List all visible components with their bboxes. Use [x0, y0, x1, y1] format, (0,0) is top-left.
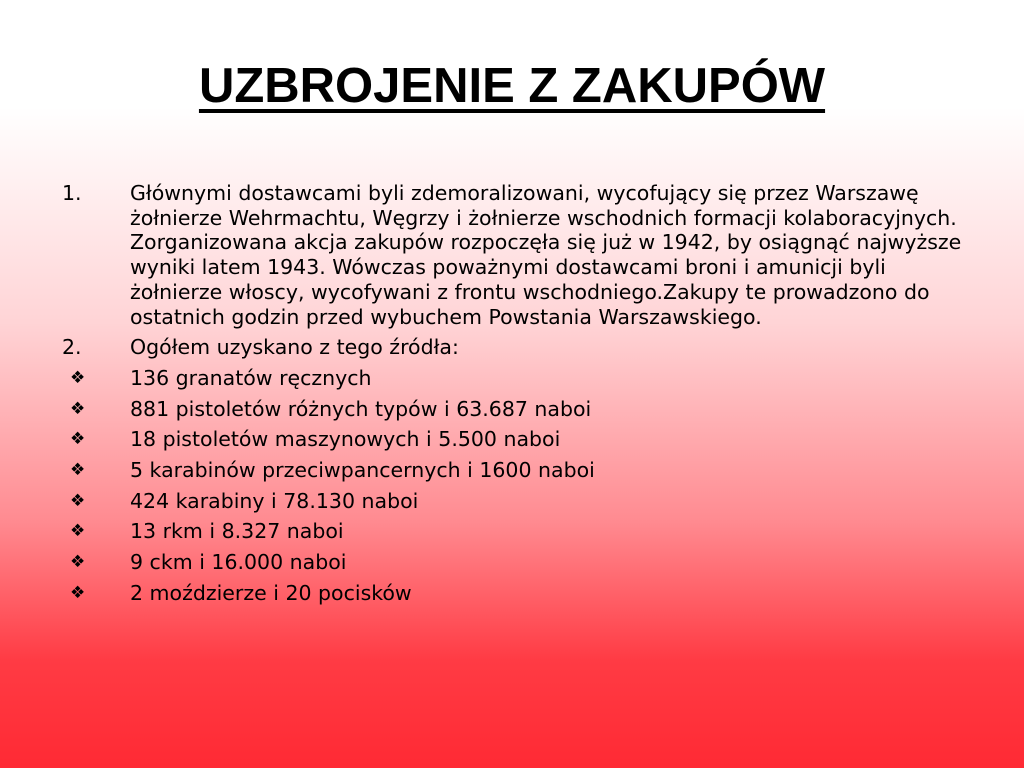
diamond-bullet-icon: ❖ — [70, 552, 86, 573]
item-text: 5 karabinów przeciwpancernych i 1600 naboi — [130, 458, 595, 483]
diamond-bullet-icon: ❖ — [70, 460, 86, 481]
slide-title — [0, 59, 1024, 113]
list-number: 2. — [62, 335, 82, 360]
slide-title-text: UZBROJENIE Z ZAKUPÓW — [198, 59, 826, 113]
bullet-item — [62, 519, 962, 544]
bullet-item — [62, 427, 962, 452]
bullet-item — [62, 366, 962, 391]
bullet-item — [62, 581, 962, 606]
diamond-bullet-icon: ❖ — [70, 490, 86, 511]
list-number: 1. — [62, 181, 82, 205]
numbered-item — [62, 181, 962, 329]
bullet-item — [62, 550, 962, 575]
item-text: Ogółem uzyskano z tego źródła: — [130, 335, 459, 360]
item-text: 2 moździerze i 20 pocisków — [130, 580, 412, 605]
slide-body — [62, 181, 962, 612]
bullet-item — [62, 489, 962, 514]
diamond-bullet-icon: ❖ — [70, 429, 86, 450]
diamond-bullet-icon: ❖ — [70, 521, 86, 542]
item-text: Głównymi dostawcami byli zdemoralizowani, wycofujący się przez Warszawę żołnierze Wehrmachtu, Węgrzy i żołnierze wschodnich formacji kolaboracyjnych. Zorganizowana akcja zakupów rozpoczęła się już w 1942, by osiągnąć najwyższe wyniki latem 1943. Wówczas poważnymi dostawcami broni i amunicji byli żołnierze włoscy, wycofywani z frontu wschodniego.Zakupy te prowadzono do ostatnich godzin przed wybuchem Powstania Warszawskiego. — [130, 181, 962, 329]
item-text: 9 ckm i 16.000 naboi — [130, 550, 347, 575]
diamond-bullet-icon: ❖ — [70, 367, 86, 388]
item-text: 136 granatów ręcznych — [130, 365, 372, 390]
numbered-item — [62, 335, 962, 360]
bullet-item — [62, 397, 962, 422]
item-text: 13 rkm i 8.327 naboi — [130, 519, 344, 544]
diamond-bullet-icon: ❖ — [70, 582, 86, 603]
diamond-bullet-icon: ❖ — [70, 398, 86, 419]
bullet-item — [62, 458, 962, 483]
item-text: 18 pistoletów maszynowych i 5.500 naboi — [130, 427, 561, 452]
item-text: 424 karabiny i 78.130 naboi — [130, 488, 419, 513]
item-text: 881 pistoletów różnych typów i 63.687 naboi — [130, 396, 592, 421]
